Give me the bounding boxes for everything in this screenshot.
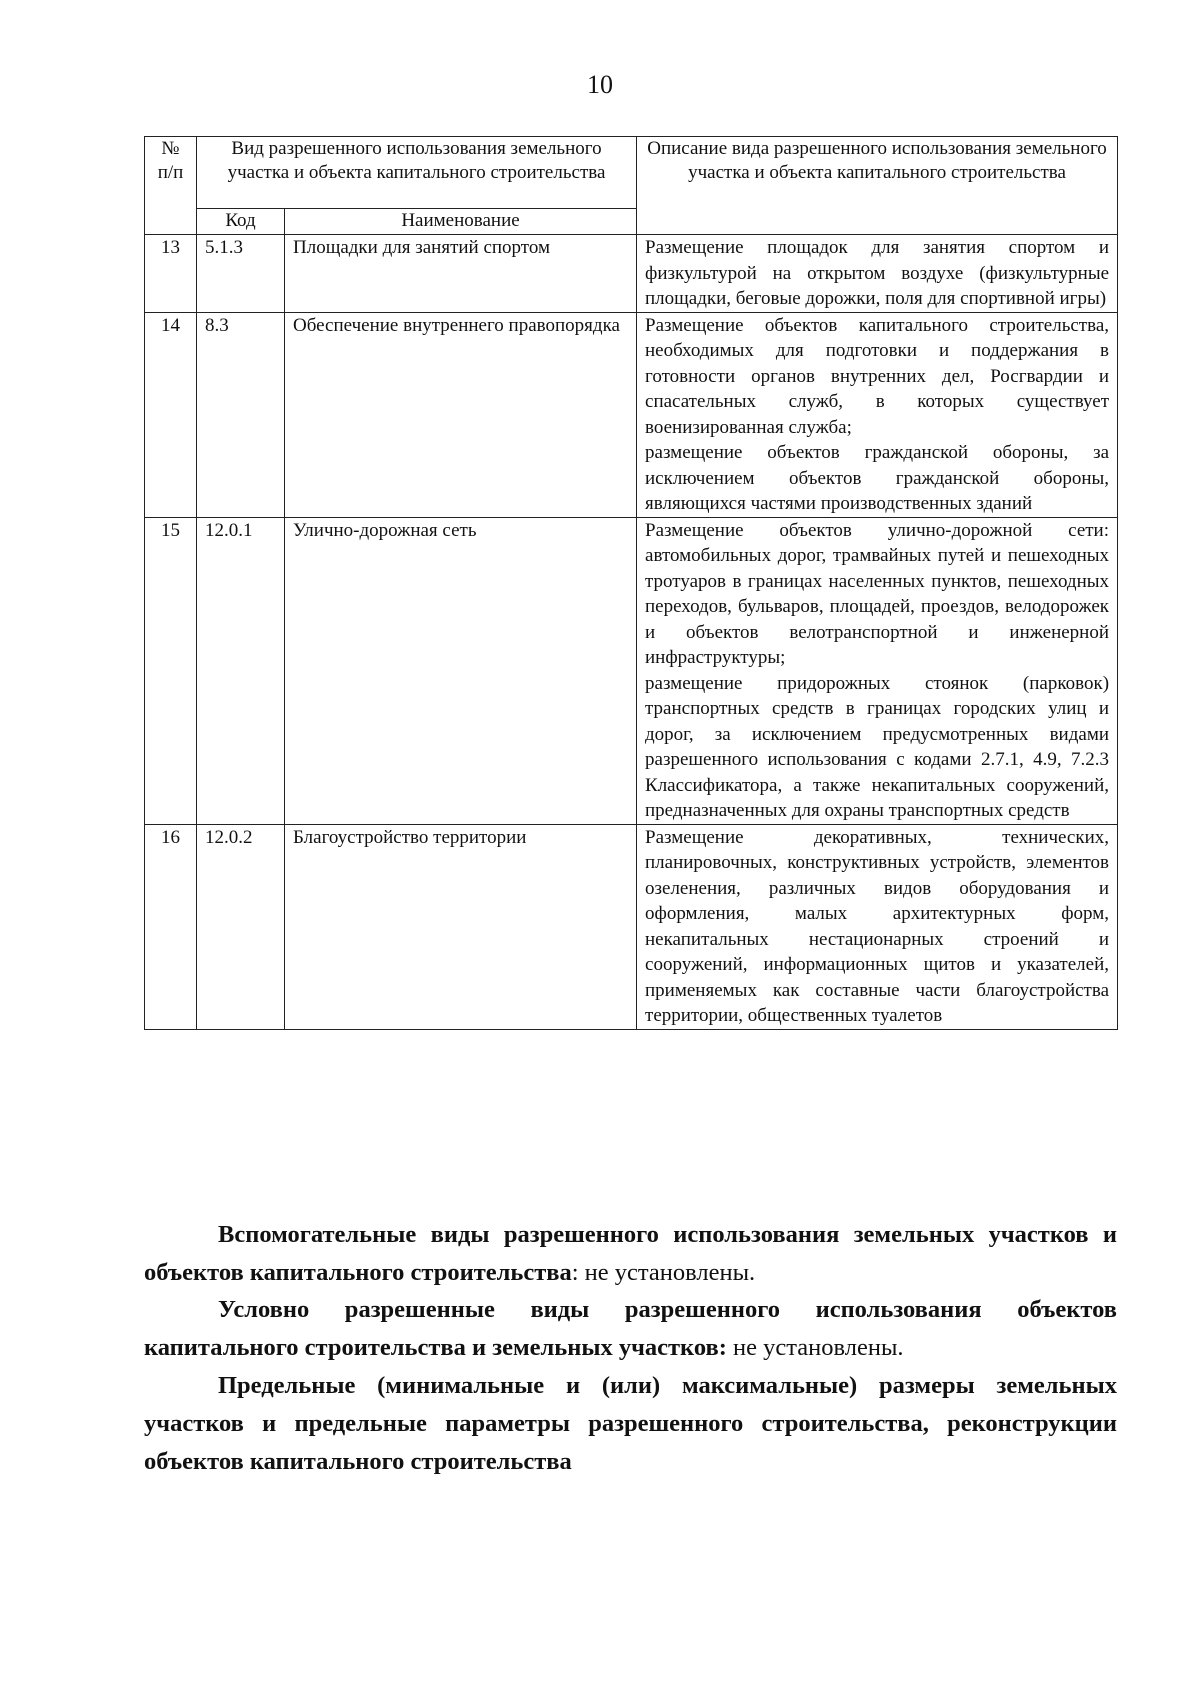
row-description-text: размещение придорожных стоянок (парковок) транспортных средств в границах городских улиц и дорог, за исключением предусмотренных видами разрешенного использования с кодами 2.7.1, 4.9, 7.2.3 Классификатора, а также некапитальных сооружений, предназначенных для охраны транспортных средств: [645, 672, 1110, 821]
table-row: [145, 235, 1118, 313]
row-name: Обеспечение внутреннего правопорядка: [285, 312, 637, 517]
row-description-text: размещение объектов гражданской обороны, за исключением объектов гражданской обороны, являющихся частями производственных зданий: [645, 442, 1110, 514]
page-number: 10: [587, 70, 613, 99]
row-number: 15: [145, 517, 197, 824]
row-description-text: Размещение декоративных, технических, планировочных, конструктивных устройств, элементов озеленения, различных видов оборудования и оформления, малых архитектурных форм, некапитальных нестационарных строений и сооружений, информационных щитов и указателей, применяемых как составные части благоустройства территории, общественных туалетов: [645, 826, 1110, 1026]
row-description: [637, 235, 1118, 313]
limit-parameters-heading: Предельные (минимальные и (или) максимальные) размеры земельных участков и предельные параметры разрешенного строительства, реконструкции объектов капитального строительства: [144, 1372, 1117, 1475]
table-header-row: [145, 137, 1118, 209]
row-code: 8.3: [197, 312, 285, 517]
row-description: [637, 312, 1118, 517]
table-row: [145, 517, 1118, 824]
table-row: [145, 824, 1118, 1029]
row-number: 13: [145, 235, 197, 313]
header-code: Код: [197, 208, 285, 234]
conditional-uses-paragraph: [144, 1291, 1117, 1367]
conditional-uses-status: не установлены.: [726, 1334, 904, 1361]
row-number: 14: [145, 312, 197, 517]
row-name: Площадки для занятий спортом: [285, 235, 637, 313]
header-description: Описание вида разрешенного использования земельного участка и объекта капитального строительства: [637, 137, 1118, 235]
row-code: 12.0.2: [197, 824, 285, 1029]
auxiliary-uses-heading: Вспомогательные виды разрешенного использования земельных участков и объектов капитального строительства: [144, 1221, 1117, 1286]
header-number: № п/п: [145, 137, 197, 235]
row-name: Благоустройство территории: [285, 824, 637, 1029]
row-description-text: Размещение объектов капитального строительства, необходимых для подготовки и поддержания в готовности органов внутренних дел, Росгвардии и спасательных служб, в которых существует военизированная служба;: [645, 314, 1110, 438]
row-number: 16: [145, 824, 197, 1029]
row-description: [637, 824, 1118, 1029]
row-description-text: Размещение объектов улично-дорожной сети: автомобильных дорог, трамвайных путей и пешеходных тротуаров в границах населенных пунктов, пешеходных переходов, бульваров, площадей, проездов, велодорожек и объектов велотранспортной и инженерной инфраструктуры;: [645, 519, 1110, 668]
row-code: 5.1.3: [197, 235, 285, 313]
limit-parameters-paragraph: [144, 1367, 1117, 1481]
table-row: [145, 312, 1118, 517]
row-code: 12.0.1: [197, 517, 285, 824]
conditional-uses-heading: Условно разрешенные виды разрешенного использования объектов капитального строительства и земельных участков:: [144, 1296, 1117, 1361]
auxiliary-uses-status: : не установлены.: [571, 1259, 756, 1286]
land-use-table: [144, 136, 1118, 1030]
header-use-type: Вид разрешенного использования земельного участка и объекта капитального строительства: [197, 137, 637, 209]
row-description: [637, 517, 1118, 824]
header-name: Наименование: [285, 208, 637, 234]
row-description-text: Размещение площадок для занятия спортом и физкультурой на открытом воздухе (физкультурные площадки, беговые дорожки, поля для спортивной игры): [645, 237, 1110, 309]
row-name: Улично-дорожная сеть: [285, 517, 637, 824]
auxiliary-uses-paragraph: [144, 1216, 1117, 1292]
